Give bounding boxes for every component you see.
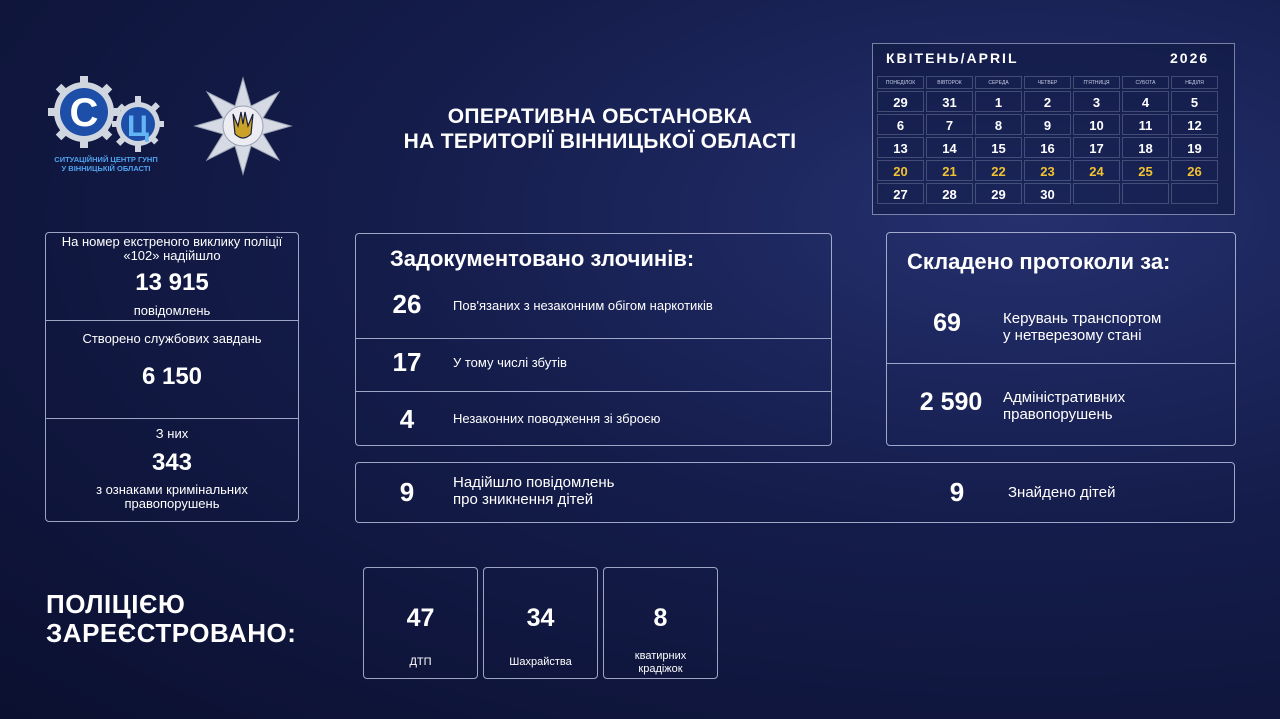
calendar-weekday: СЕРЕДА — [975, 76, 1022, 89]
found-children-label: Знайдено дітей — [1008, 484, 1116, 501]
calendar-weekday: ВІВТОРОК — [926, 76, 973, 89]
criminal-value: 343 — [151, 449, 193, 476]
calendar-day: 30 — [1024, 183, 1071, 204]
missing-children-line2: про зникнення дітей — [453, 491, 594, 508]
stat-value-burglaries: 8 — [653, 604, 668, 632]
logo-caption-line1: СИТУАЦІЙНИЙ ЦЕНТР ГУНП — [54, 155, 158, 164]
calendar-day: 7 — [926, 114, 973, 135]
stat-label-accidents: ДТП — [409, 656, 432, 668]
calendar-day: 18 — [1122, 137, 1169, 158]
crime-value-sales: 17 — [392, 347, 422, 377]
protocol-label-admin — [1003, 389, 1125, 423]
logo-caption-line2: У ВІННИЦЬКІЙ ОБЛАСТІ — [61, 164, 151, 173]
crime-label-drugs: Пов'язаних з незаконним обігом наркотиків — [453, 298, 713, 313]
stat-label-burglaries: кватирних крадіжок — [634, 650, 687, 675]
calendar-day: 20 — [877, 160, 924, 181]
calendar-day: 8 — [975, 114, 1022, 135]
children-panel — [355, 462, 1235, 523]
calendar-day: 16 — [1024, 137, 1071, 158]
stat-box-burglaries — [603, 567, 718, 679]
calendar-day: 13 — [877, 137, 924, 158]
calendar-day: 27 — [877, 183, 924, 204]
protocol-value-admin: 2 590 — [919, 388, 983, 416]
calendar-day — [1171, 183, 1218, 204]
divider — [46, 418, 298, 419]
title-line-2: НА ТЕРИТОРІЇ ВІННИЦЬКОЇ ОБЛАСТІ — [403, 130, 797, 153]
registered-heading — [46, 590, 296, 648]
calendar-weekday: СУБОТА — [1122, 76, 1169, 89]
calendar-day: 25 — [1122, 160, 1169, 181]
calendar-weekday: НЕДІЛЯ — [1171, 76, 1218, 89]
missing-children-line1: Надійшло повідомлень — [453, 474, 615, 491]
calendar-day: 4 — [1122, 91, 1169, 112]
protocol-label-dui-line1: Керувань транспортом — [1003, 310, 1162, 327]
divider — [46, 320, 298, 321]
registered-heading-line1: ПОЛІЦІЄЮ — [46, 589, 186, 619]
page-title — [330, 104, 870, 154]
calendar-day: 9 — [1024, 114, 1071, 135]
calendar-day: 15 — [975, 137, 1022, 158]
protocol-label-admin-line1: Адміністративних — [1003, 389, 1126, 406]
stat-box-fraud — [483, 567, 598, 679]
stat-label-fraud: Шахрайства — [509, 656, 572, 668]
calendar-day: 21 — [926, 160, 973, 181]
calendar-day: 22 — [975, 160, 1022, 181]
calendar-day: 29 — [975, 183, 1022, 204]
calendar-day: 1 — [975, 91, 1022, 112]
protocol-label-admin-line2: правопорушень — [1003, 406, 1113, 423]
crimes-heading: Задокументовано злочинів: — [390, 246, 695, 271]
calendar-day: 6 — [877, 114, 924, 135]
calendar-weekday: ПОНЕДІЛОК — [877, 76, 924, 89]
logo-letter-s: С — [69, 91, 99, 135]
calendar-day: 3 — [1073, 91, 1120, 112]
calendar-day — [1073, 183, 1120, 204]
calendar-year: 2026 — [1170, 50, 1210, 66]
missing-children-value: 9 — [399, 477, 415, 507]
protocol-label-dui-line2: у нетверезому стані — [1003, 327, 1142, 344]
calendar-day: 24 — [1073, 160, 1120, 181]
crime-value-drugs: 26 — [392, 289, 422, 319]
registered-heading-line2: ЗАРЕЄСТРОВАНО: — [46, 618, 297, 648]
protocols-heading: Складено протоколи за: — [907, 249, 1171, 274]
crimes-panel — [355, 233, 832, 446]
calendar-day: 31 — [926, 91, 973, 112]
calendar-day: 12 — [1171, 114, 1218, 135]
logo-letter-ts: Ц — [127, 110, 149, 143]
calendar-grid — [877, 76, 1221, 204]
protocol-label-dui — [1003, 310, 1161, 344]
stat-box-accidents — [363, 567, 478, 679]
calendar-weekday: ПʼЯТНИЦЯ — [1073, 76, 1120, 89]
stat-value-fraud: 34 — [526, 604, 555, 632]
calendar-day: 19 — [1171, 137, 1218, 158]
divider — [887, 363, 1235, 364]
divider — [356, 391, 831, 392]
calendar-day: 11 — [1122, 114, 1169, 135]
calendar-day: 26 — [1171, 160, 1218, 181]
title-line-1: ОПЕРАТИВНА ОБСТАНОВКА — [447, 105, 753, 128]
calendar-day: 5 — [1171, 91, 1218, 112]
calls-panel — [45, 232, 299, 522]
calendar-month: КВІТЕНЬ/APRIL — [886, 50, 1019, 66]
criminal-label: з ознаками кримінальних правопорушень — [96, 482, 248, 511]
calendar-day: 2 — [1024, 91, 1071, 112]
found-children-value: 9 — [949, 477, 965, 507]
calendar-day: 28 — [926, 183, 973, 204]
calendar-weekday: ЧЕТВЕР — [1024, 76, 1071, 89]
situation-center-logo — [46, 74, 172, 174]
gear-logo-icon — [46, 74, 172, 156]
crime-label-weapons: Незаконних поводження зі зброєю — [453, 411, 661, 426]
calendar-day: 23 — [1024, 160, 1071, 181]
protocols-panel — [886, 232, 1236, 446]
police-badge-icon — [193, 76, 293, 176]
calls-value: 13 915 — [135, 269, 209, 296]
calendar-day — [1122, 183, 1169, 204]
calls-intro: На номер екстреного виклику поліції «102» надійшло — [61, 234, 283, 263]
crime-label-sales: У тому числі збутів — [453, 355, 567, 370]
tasks-value: 6 150 — [141, 363, 203, 390]
tasks-label: Створено службових завдань — [82, 331, 262, 346]
divider — [356, 338, 831, 339]
stat-value-accidents: 47 — [406, 604, 435, 632]
calendar-day: 29 — [877, 91, 924, 112]
calendar-day: 10 — [1073, 114, 1120, 135]
missing-children-label — [453, 474, 614, 508]
calendar-day: 17 — [1073, 137, 1120, 158]
crime-value-weapons: 4 — [399, 404, 415, 434]
calls-unit: повідомлень — [133, 303, 211, 318]
protocol-value-dui: 69 — [933, 309, 961, 337]
of-them-label: З них — [155, 426, 189, 441]
calendar-day: 14 — [926, 137, 973, 158]
